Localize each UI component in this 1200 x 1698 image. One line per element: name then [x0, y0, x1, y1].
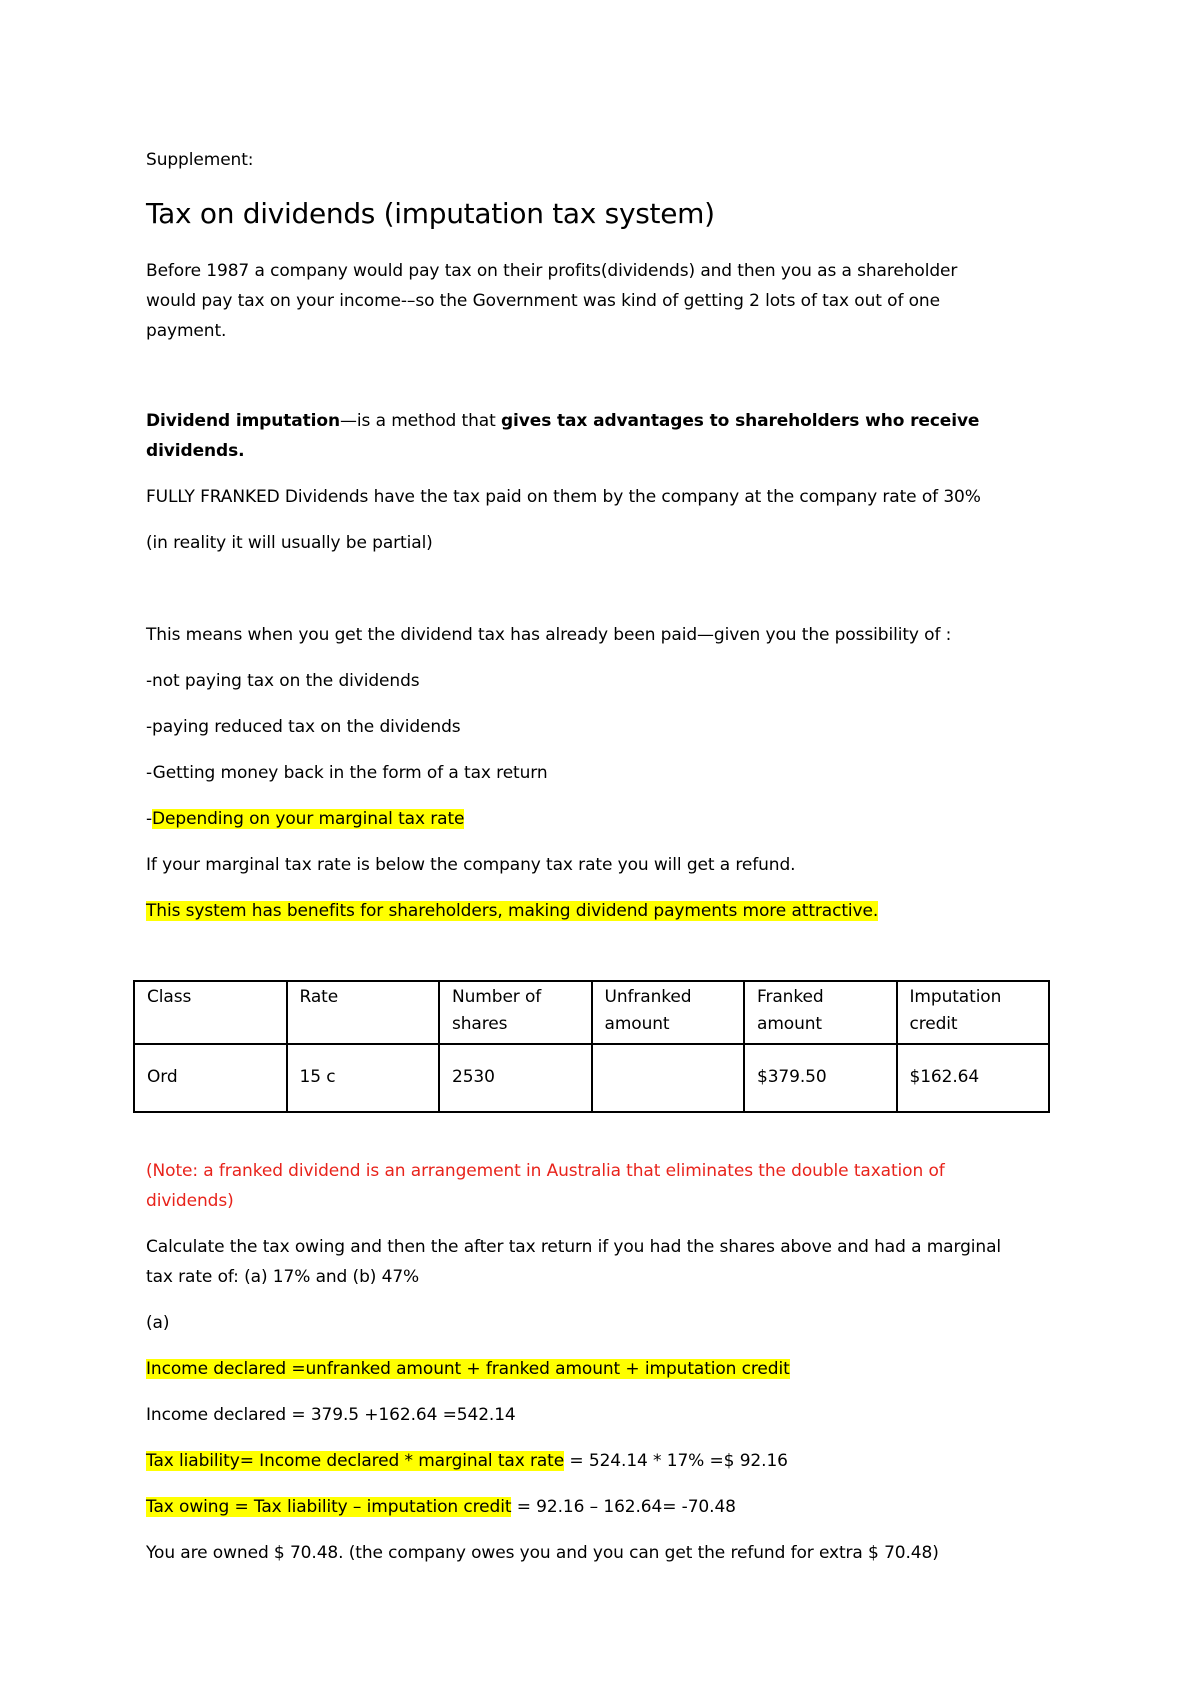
tax-liability-line — [146, 1450, 788, 1472]
refund-line: If your marginal tax rate is below the company tax rate you will get a refund. — [146, 855, 796, 875]
highlighted-marginal-rate: Depending on your marginal tax rate — [152, 809, 465, 829]
cell-imputation-credit: $162.64 — [897, 1044, 1050, 1112]
page-title: Tax on dividends (imputation tax system) — [146, 197, 715, 230]
benefits-line-wrap — [146, 900, 878, 922]
bullet-money-back: -Getting money back in the form of a tax return — [146, 763, 548, 783]
bullet-marginal-rate — [146, 808, 464, 830]
fully-franked-line: FULLY FRANKED Dividends have the tax paid on them by the company at the company rate of 30% — [146, 487, 981, 507]
intro-line-2: would pay tax on your income-–so the Government was kind of getting 2 lots of tax out of one — [146, 291, 940, 311]
header-cell: Number of shares — [439, 981, 592, 1044]
means-line: This means when you get the dividend tax has already been paid—given you the possibility of : — [146, 625, 952, 645]
tax-owing-line — [146, 1496, 736, 1518]
tax-owing-formula: Tax owing = Tax liability – imputation credit — [146, 1497, 512, 1517]
dividend-table — [133, 980, 1050, 1113]
part-a-label: (a) — [146, 1313, 170, 1333]
header-cell: Imputation credit — [897, 981, 1050, 1044]
header-cell: Class — [134, 981, 287, 1044]
definition-emphasis: gives tax advantages to shareholders who receive — [500, 411, 980, 431]
partial-note: (in reality it will usually be partial) — [146, 533, 433, 553]
intro-line-1: Before 1987 a company would pay tax on their profits(dividends) and then you as a shareholder — [146, 261, 958, 281]
tax-liability-calc: = 524.14 * 17% =$ 92.16 — [564, 1451, 788, 1471]
header-cell: Rate — [287, 981, 440, 1044]
income-formula: Income declared =unfranked amount + franked amount + imputation credit — [146, 1359, 790, 1379]
owed-line: You are owned $ 70.48. (the company owes you and you can get the refund for extra $ 70.48) — [146, 1543, 939, 1563]
calc-question-line-2: tax rate of: (a) 17% and (b) 47% — [146, 1267, 420, 1287]
bullet-not-paying: -not paying tax on the dividends — [146, 671, 420, 691]
bullet-reduced-tax: -paying reduced tax on the dividends — [146, 717, 461, 737]
tax-liability-formula: Tax liability= Income declared * marginal tax rate — [146, 1451, 565, 1471]
cell-class: Ord — [134, 1044, 287, 1112]
table-row — [134, 1044, 1049, 1112]
supplement-label: Supplement: — [146, 150, 254, 170]
cell-franked-amount: $379.50 — [744, 1044, 897, 1112]
cell-rate: 15 c — [287, 1044, 440, 1112]
income-formula-wrap — [146, 1358, 790, 1380]
intro-line-3: payment. — [146, 321, 227, 341]
definition-term: Dividend imputation — [146, 411, 340, 431]
definition-line-2: dividends. — [146, 441, 245, 461]
calc-question-line-1: Calculate the tax owing and then the after tax return if you had the shares above and had a marginal — [146, 1237, 1002, 1257]
bullet-dash: - — [146, 809, 153, 829]
note-line-2: dividends) — [146, 1191, 234, 1211]
header-cell: Unfranked amount — [592, 981, 745, 1044]
income-calculation: Income declared = 379.5 +162.64 =542.14 — [146, 1405, 516, 1425]
cell-unfranked-amount — [592, 1044, 745, 1112]
header-cell: Franked amount — [744, 981, 897, 1044]
cell-number-of-shares: 2530 — [439, 1044, 592, 1112]
table-header-row — [134, 981, 1049, 1044]
note-line-1: (Note: a franked dividend is an arrangement in Australia that eliminates the double taxation of — [146, 1161, 945, 1181]
dividend-imputation-definition — [146, 410, 979, 432]
benefits-line: This system has benefits for shareholders, making dividend payments more attractive. — [146, 901, 879, 921]
tax-owing-calc: = 92.16 – 162.64= -70.48 — [511, 1497, 736, 1517]
definition-text: —is a method that — [339, 411, 501, 431]
